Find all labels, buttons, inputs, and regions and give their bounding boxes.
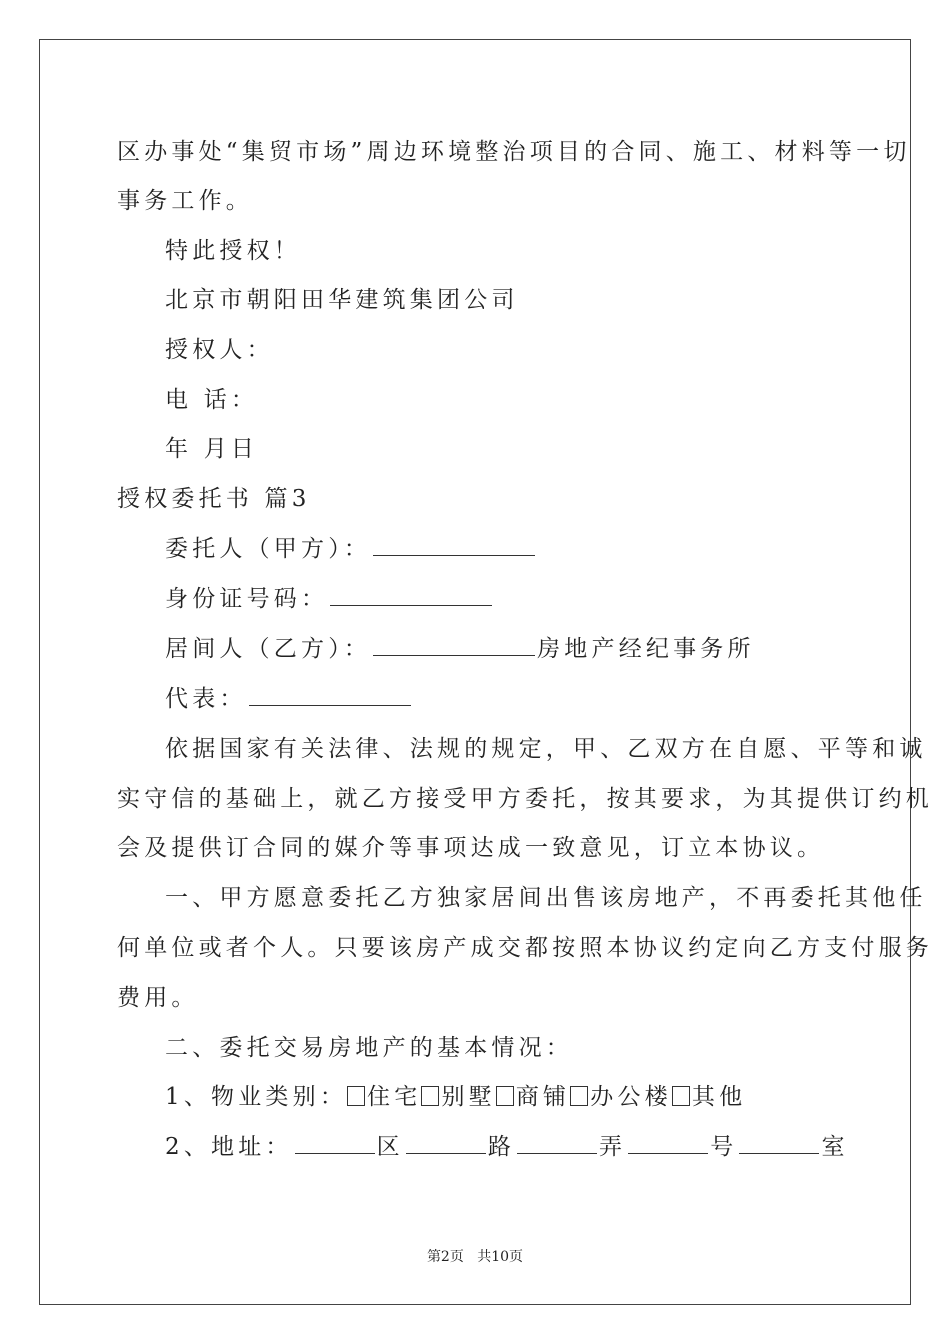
address-line [165, 1132, 849, 1162]
paragraph-line: 何单位或者个人。只要该房产成交都按照本协议约定向乙方支付服务 [117, 935, 933, 961]
checkbox[interactable] [672, 1086, 690, 1106]
delegator-blank[interactable] [373, 535, 535, 556]
intermediary-field [165, 634, 755, 664]
option-label: 办公楼 [590, 1084, 672, 1110]
property-type-line [165, 1082, 746, 1112]
representative-label: 代表： [165, 686, 247, 712]
address-part: 区 [376, 1134, 404, 1160]
id-number-blank[interactable] [330, 585, 492, 606]
paragraph-line: 费用。 [117, 985, 199, 1011]
address-blank[interactable] [739, 1133, 819, 1154]
option-label: 别墅 [441, 1084, 496, 1110]
checkbox[interactable] [347, 1086, 365, 1106]
address-part: 路 [487, 1134, 516, 1160]
checkbox[interactable] [496, 1086, 514, 1106]
delegator-field [165, 534, 537, 564]
paragraph-line: 二、委托交易房地产的基本情况： [165, 1035, 573, 1061]
section-heading: 授权委托书 篇3 [117, 486, 311, 512]
intermediary-blank[interactable] [373, 635, 535, 656]
paragraph-line: 依据国家有关法律、法规的规定，甲、乙双方在自愿、平等和诚 [165, 736, 927, 762]
option-label: 其他 [691, 1084, 747, 1110]
page-total: 共10页 [477, 1249, 524, 1265]
representative-field [165, 684, 413, 714]
address-label: 2、地址： [165, 1134, 293, 1160]
paragraph-line: 会及提供订合同的媒介等事项达成一致意见，订立本协议。 [117, 835, 825, 861]
id-number-field [165, 584, 494, 614]
text-line: 区办事处“集贸市场”周边环境整治项目的合同、施工、材料等一切 [117, 139, 911, 165]
address-blank[interactable] [295, 1133, 375, 1154]
address-part: 号 [710, 1134, 738, 1160]
address-part: 弄 [599, 1134, 627, 1160]
text-line: 事务工作。 [117, 188, 253, 214]
representative-blank[interactable] [249, 685, 411, 706]
address-blank[interactable] [517, 1133, 597, 1154]
address-blank[interactable] [406, 1133, 486, 1154]
text-line: 北京市朝阳田华建筑集团公司 [165, 287, 519, 313]
text-line: 电 话： [165, 387, 259, 413]
text-line: 年 月日 [165, 436, 259, 462]
page-border [39, 39, 911, 1305]
address-part: 室 [821, 1134, 849, 1160]
text-line: 授权人： [165, 337, 274, 363]
checkbox[interactable] [421, 1086, 439, 1106]
id-number-label: 身份证号码： [165, 586, 329, 612]
page-footer [0, 1246, 950, 1266]
agency-suffix: 房地产经纪事务所 [537, 636, 755, 662]
option-label: 商铺 [515, 1084, 571, 1110]
delegator-label: 委托人（甲方）： [165, 536, 372, 562]
address-blank[interactable] [628, 1133, 708, 1154]
paragraph-line: 实守信的基础上，就乙方接受甲方委托，按其要求，为其提供订约机 [117, 786, 933, 812]
property-type-label: 1、物业类别： [165, 1084, 348, 1110]
text-line: 特此授权！ [165, 238, 301, 264]
checkbox[interactable] [570, 1086, 588, 1106]
intermediary-label: 居间人（乙方）： [165, 636, 372, 662]
option-label: 住宅 [367, 1084, 422, 1110]
page-number: 第2页 [426, 1249, 464, 1265]
paragraph-line: 一、甲方愿意委托乙方独家居间出售该房地产，不再委托其他任 [165, 885, 927, 911]
